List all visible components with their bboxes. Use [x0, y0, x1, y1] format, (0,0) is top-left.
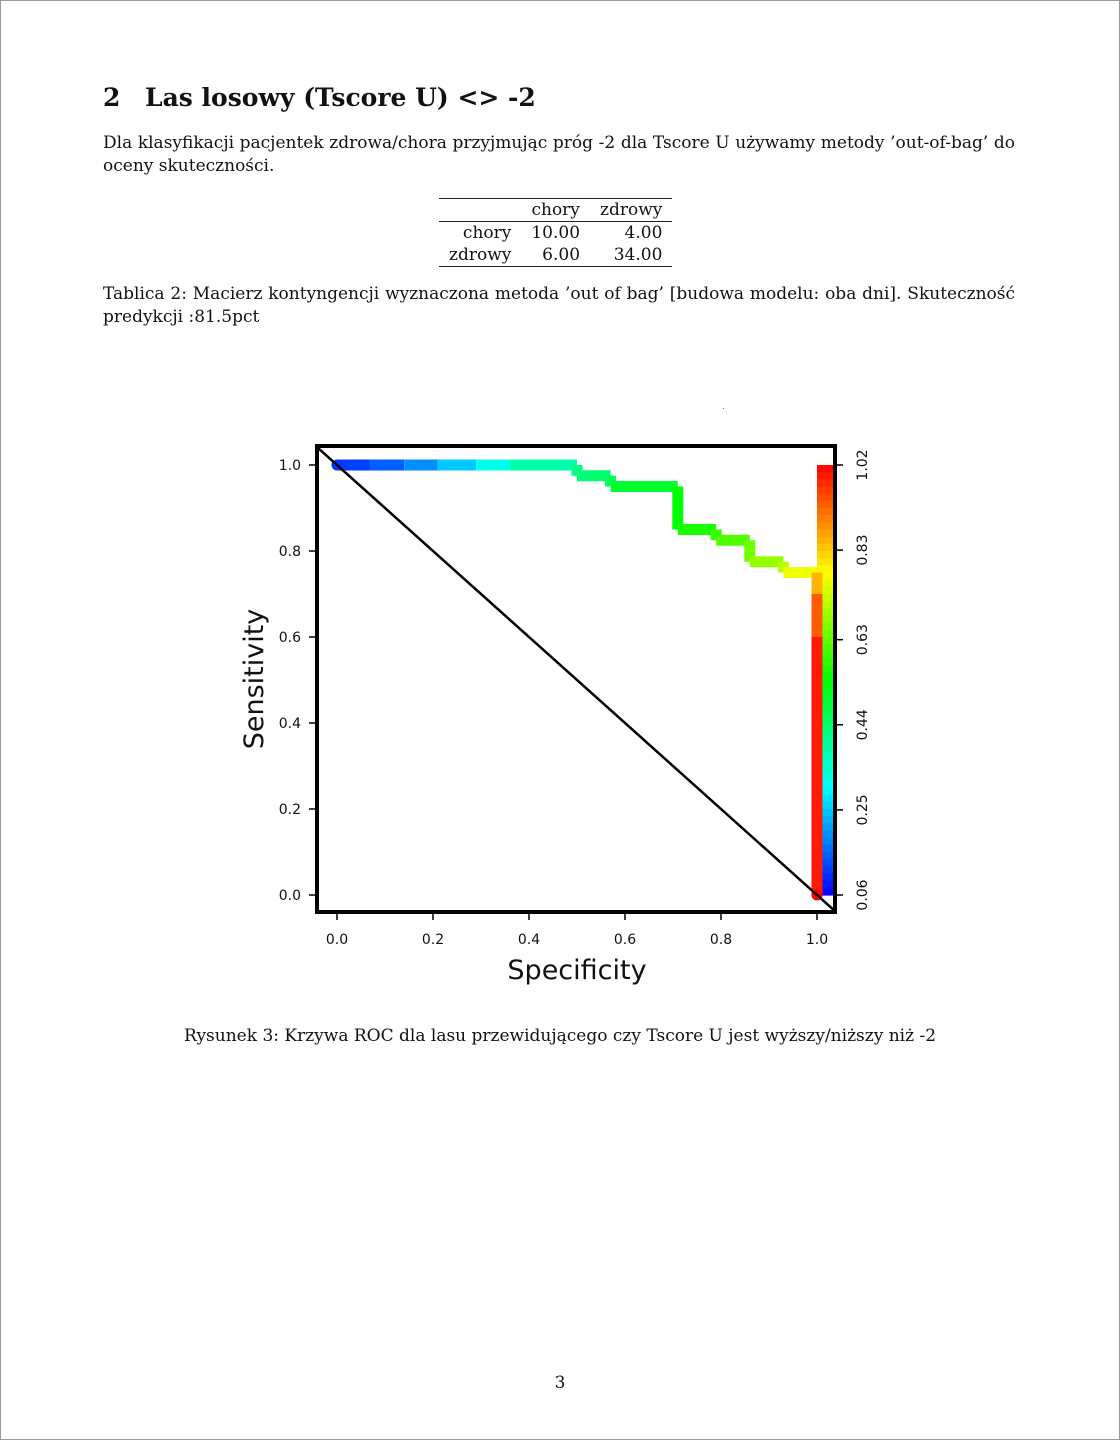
colorbar-tick-label: 0.83 [855, 534, 871, 566]
y-tick-label: 0.0 [278, 888, 301, 904]
table-header-zdrowy: zdrowy [600, 200, 663, 220]
stray-dot [723, 408, 724, 409]
table-header-row [439, 199, 672, 222]
table-caption: Tablica 2: Macierz kontyngencji wyznaczona metoda ’out of bag’ [budowa modelu: oba dni]. Skuteczność predykcji :81.5pct [103, 284, 1015, 327]
x-axis-label: Specificity [507, 955, 647, 986]
table-header-empty [439, 199, 521, 222]
colorbar-segment [817, 565, 835, 573]
x-tick-label: 0.0 [325, 932, 349, 948]
y-axis [279, 458, 317, 904]
colorbar-segment [817, 494, 835, 502]
colorbar-segment [817, 508, 835, 516]
roc-chart [231, 431, 891, 991]
colorbar-segment [817, 551, 835, 559]
x-tick-label: 0.2 [421, 932, 445, 948]
colorbar-tick-label: 0.44 [855, 709, 871, 741]
colorbar-segment [817, 522, 835, 530]
colorbar-segment [817, 530, 835, 538]
page-number: 3 [554, 1373, 566, 1393]
colorbar-segment [817, 544, 835, 552]
x-tick-label: 0.6 [613, 932, 637, 948]
table-header-chory: chory [531, 200, 580, 220]
colorbar-tick-label: 0.63 [855, 624, 871, 656]
y-tick-label: 0.6 [278, 630, 301, 646]
colorbar-axis [835, 449, 871, 910]
x-tick-label: 0.8 [709, 932, 733, 948]
colorbar-segment [817, 515, 835, 523]
colorbar-segment [817, 487, 835, 495]
section-heading [103, 83, 536, 112]
colorbar-tick-label: 0.25 [855, 794, 871, 826]
intro-paragraph: Dla klasyfikacji pacjentek zdrowa/chora przyjmując próg -2 dla Tscore U używamy metody ’out-of-bag’ do oceny skuteczności. [103, 133, 1015, 176]
colorbar-tick-label: 0.06 [855, 879, 871, 911]
y-tick-label: 0.8 [278, 544, 301, 560]
table-cell: 6.00 [542, 245, 581, 265]
colorbar-segment [817, 558, 835, 566]
row-label: chory [462, 223, 512, 243]
y-axis-label: Sensitivity [239, 608, 270, 750]
contingency-table [439, 198, 672, 267]
y-tick-label: 1.0 [278, 458, 301, 474]
colorbar-segment [817, 501, 835, 509]
table-cell: 10.00 [531, 223, 581, 243]
row-label: zdrowy [449, 245, 512, 265]
colorbar-segment [817, 472, 835, 480]
y-tick-label: 0.2 [278, 802, 301, 818]
x-axis [326, 912, 828, 948]
table-cell: 34.00 [613, 245, 663, 265]
table-cell: 4.00 [624, 223, 663, 243]
table-row [439, 244, 672, 267]
section-number: 2 [103, 83, 121, 112]
reference-diagonal-line [318, 448, 836, 912]
section-title: Las losowy (Tscore U) <> -2 [145, 83, 536, 112]
colorbar-segment [817, 465, 835, 473]
table-row [439, 222, 672, 245]
colorbar-segment [817, 537, 835, 545]
colorbar-tick-label: 1.02 [855, 449, 871, 481]
figure-caption: Rysunek 3: Krzywa ROC dla lasu przewidującego czy Tscore U jest wyższy/niższy niż -2 [183, 1026, 937, 1046]
x-tick-label: 0.4 [517, 932, 541, 948]
y-tick-label: 0.4 [278, 716, 301, 732]
colorbar-segment [817, 479, 835, 487]
x-tick-label: 1.0 [805, 932, 829, 948]
